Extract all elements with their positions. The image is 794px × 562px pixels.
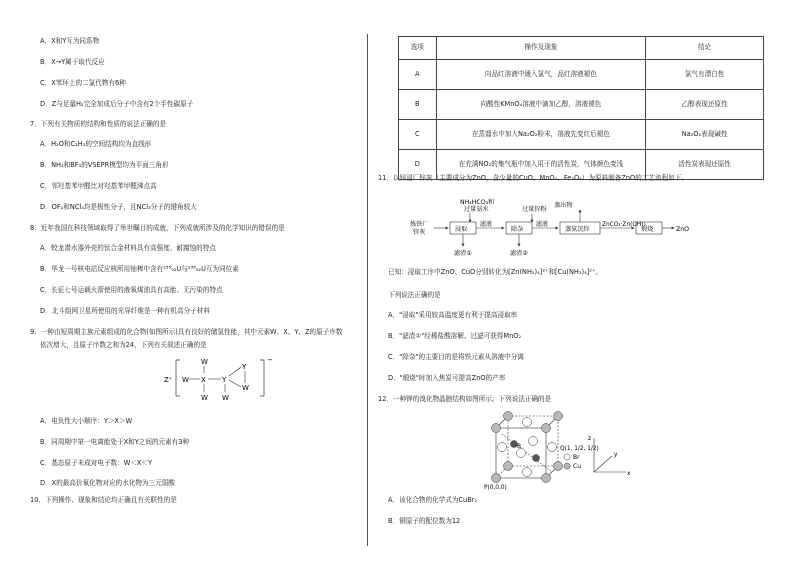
- q9-fig-w-right: W: [242, 384, 249, 392]
- flow-filtrate-1: 滤液: [480, 221, 493, 228]
- crystal-r-label: R: [517, 443, 522, 450]
- right-column: [372, 0, 766, 562]
- q9-option-b: B．同周期中第一电离能处于X和Y之间的元素有3种: [40, 438, 190, 446]
- q7-stem: 7．下列有关物质的结构和性质的说法正确的是: [30, 120, 167, 128]
- flow-step-purify: 除杂: [511, 226, 524, 233]
- q6-option-b: B．X→Y属于取代反应: [40, 58, 105, 66]
- table-header: 结论: [646, 37, 764, 60]
- table-cell: C: [399, 120, 437, 150]
- q7-option-c: C．邻羟基苯甲醛比对羟基苯甲醛沸点高: [40, 182, 157, 190]
- legend-br-swatch: [564, 454, 570, 460]
- flow-intermediate: ZnCO₃·Zn(OH)₂: [602, 222, 646, 228]
- q9-fig-x: X: [201, 376, 206, 384]
- axis-z-label: z: [588, 435, 592, 442]
- q8-option-b: B．华龙一号核电站反应核所用铀棒中含有²³⁵₉₂U与²³⁸₉₂U互为同位素: [40, 265, 239, 273]
- q12-crystal-figure: [476, 404, 636, 496]
- legend-br: Br: [573, 454, 580, 461]
- q9-fig-bonds: [189, 366, 245, 392]
- flow-residue-1: 滤渣①: [454, 250, 472, 257]
- q6-option-d: D．Z与足量H₂完全加成后分子中含有2个手性碳原子: [40, 100, 194, 108]
- table-cell: 乙醇表现还原性: [646, 90, 764, 120]
- q11-known: 已知：浸取工序中ZnO、CuO分别转化为[Zn(NH₃)₄]²⁺和[Cu(NH₃)₄]²⁺。: [388, 268, 603, 276]
- flow-vapor: 蒸出物: [554, 202, 573, 209]
- q9-stem-line2: 依次增大，且原子序数之和为24，下列有关叙述正确的是: [40, 341, 207, 349]
- table-cell: 活性炭表现还原性: [646, 150, 764, 180]
- q11-option-d: D．"煅烧"时加入焦炭可提高ZnO的产率: [388, 374, 506, 382]
- q9-fig-w-left: W: [182, 376, 189, 384]
- table-cell: A: [399, 60, 437, 90]
- axis-y-label: y: [614, 451, 618, 458]
- flow-residue-2: 滤渣②: [510, 250, 528, 257]
- flow-product: ZnO: [676, 226, 690, 233]
- q9-fig-y-upper: Y: [242, 363, 247, 371]
- q9-fig-charge: −: [267, 356, 273, 364]
- flow-step-leach: 浸取: [455, 226, 468, 233]
- table-cell: 向酸性KMnO₄溶液中滴加乙醇，溶液褪色: [436, 90, 646, 120]
- axis-x-label: x: [627, 470, 631, 477]
- flow-reagent-1b: 过量氨水: [464, 206, 489, 213]
- q9-fig-bracket-right: [260, 360, 264, 396]
- table-row: [399, 90, 764, 120]
- q9-fig-z: Z⁺: [164, 376, 173, 384]
- table-header: 选项: [399, 37, 437, 60]
- table-header-row: [399, 37, 764, 60]
- table-row: [399, 60, 764, 90]
- q11-ask: 下列说法正确的是: [388, 291, 441, 299]
- q7-option-d: D．OF₂和NCl₃均是极性分子，且NCl₃分子的键角较大: [40, 203, 197, 211]
- q6-option-a: A．X和Y互为同系物: [40, 37, 100, 45]
- q8-option-c: C．长征七号运载火箭使用的液氧煤油具有高能、无污染的特点: [40, 286, 223, 294]
- q12-stem: 12．一种钾的溴化物晶胞结构如图所示。下列说法正确的是: [378, 395, 552, 403]
- table-cell: B: [399, 90, 437, 120]
- q11-option-a: A．"浸取"采用较高温度更有利于提高浸取率: [388, 311, 518, 319]
- flow-reagent-2: 过量锌粉: [522, 206, 547, 213]
- q8-stem: 8．近年我国在科技领域取得了举世瞩目的成就，下列成就所涉及的化学知识的错误的是: [30, 224, 285, 232]
- flow-step-precip: 蒸氨沉锌: [565, 226, 590, 233]
- q9-fig-w-bottom: W: [201, 394, 208, 402]
- q7-option-b: B．NH₃和BF₃的VSEPR模型均为平面三角形: [40, 161, 169, 169]
- flow-reagent-1: NH₄HCO₃和: [460, 199, 495, 206]
- table-header: 操作及现象: [436, 37, 646, 60]
- crystal-p-label: P(0,0,0): [484, 485, 507, 491]
- q12-option-b: B．铜原子的配位数为12: [388, 517, 461, 525]
- column-divider: [367, 34, 368, 546]
- legend-cu: Cu: [573, 463, 581, 470]
- q9-option-c: C．基态原子未成对电子数：W＜X＜Y: [40, 459, 152, 467]
- q9-option-d: D．X的最高价氧化物对应的水化物为三元弱酸: [40, 479, 175, 487]
- q12-option-a: A．该化合物的化学式为CuBr₂: [388, 496, 478, 504]
- q8-option-d: D．北斗组网卫星所使用的光导纤维是一种有机高分子材料: [40, 307, 210, 315]
- flow-source-2: 锌灰: [413, 229, 426, 236]
- flow-step-calcine: 煅烧: [641, 226, 654, 233]
- q10-stem: 10．下列操作、现象和结论均正确且有关联性的是: [30, 496, 177, 504]
- q9-structure-figure: [160, 352, 280, 404]
- q10-options-table: [398, 36, 764, 180]
- q6-option-c: C．X苯环上的二氯代物有6种: [40, 79, 126, 87]
- flow-source-1: 炼铁厂: [410, 221, 429, 228]
- q8-option-a: A．蛟龙潜水器外壳的钛合金材料具有高强度、耐腐蚀的特点: [40, 244, 216, 252]
- q9-fig-y-center: Y: [222, 376, 227, 384]
- q11-process-flow: [408, 186, 728, 262]
- q11-stem: 11．以锌浸厂锌灰（主要成分为ZnO，含少量的CuO、MnO₂、Fe₂O₃）为原料制备ZnO的工艺流程如下。: [378, 174, 688, 182]
- flow-filtrate-2: 滤液: [536, 221, 549, 228]
- q9-stem-line1: 9．一种由短周期主族元素组成的化合物(如图所示)具有良好的储氢性能，其中元素W、X、Y、Z的原子序数: [30, 328, 343, 336]
- q9-option-a: A．电负性大小顺序：Y＞X＞W: [40, 417, 133, 425]
- table-cell: D: [399, 150, 437, 180]
- table-cell: 向品红溶液中通入氯气，品红溶液褪色: [436, 60, 646, 90]
- q11-option-b: B．"滤渣①"经稀盐酸溶解、过滤可获得MnO₂: [388, 332, 522, 340]
- crystal-axes: [594, 438, 626, 472]
- table-cell: Na₂O₂表现碱性: [646, 120, 764, 150]
- q9-fig-w-top: W: [201, 358, 208, 366]
- q11-option-c: C．"除杂"的主要目的是将铁元素从溶液中分离: [388, 353, 524, 361]
- table-cell: 在充满NO₂的集气瓶中加入用于的活性炭，气体颜色变浅: [436, 150, 646, 180]
- crystal-q-label: Q(1, 1/2, 1/2): [560, 446, 599, 452]
- legend-cu-swatch: [564, 463, 570, 469]
- q7-option-a: A．H₂O和C₂H₂的空间结构均为直线形: [40, 140, 152, 148]
- q9-fig-bracket-left: [176, 360, 180, 396]
- table-row: [399, 120, 764, 150]
- q9-fig-w-lower: W: [222, 394, 229, 402]
- left-column: [30, 0, 360, 562]
- table-cell: 氯气有漂白性: [646, 60, 764, 90]
- table-cell: 在蒸馏水中加入Na₂O₂粉末，溶液先变红后褪色: [436, 120, 646, 150]
